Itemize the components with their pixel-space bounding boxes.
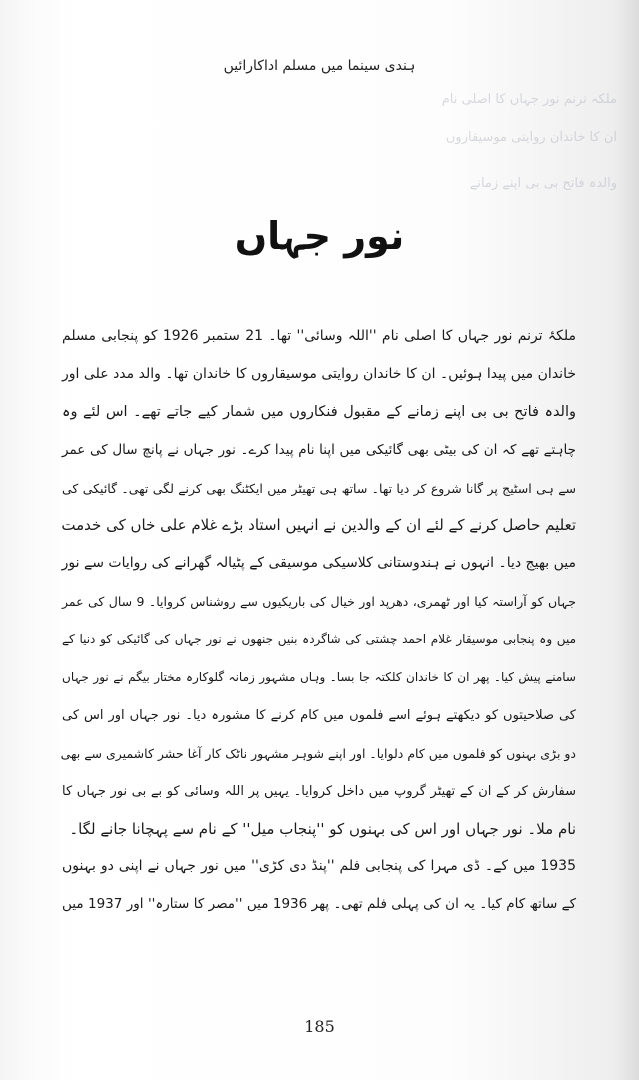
body-line: میں وہ پنجابی موسیقار غلام احمد چشتی کی شاگردہ بنیں جنھوں نے نور جہاں کی گائیکی کو دنیا کے xyxy=(62,632,576,647)
body-line: 1935 میں کے۔ ڈی مہرا کی پنجابی فلم ''پنڈ دی کڑی'' میں نور جہاں نے اپنی دو بہنوں xyxy=(62,858,576,875)
body-line: نام ملا۔ نور جہاں اور اس کی بہنوں کو ''پنجاب میل'' کے نام سے پہچانا جانے لگا۔ xyxy=(69,819,576,838)
page-number: 185 xyxy=(304,1017,335,1036)
body-line: سے ہی اسٹیج پر گانا شروع کر دیا تھا۔ ساتھ ہی تھیٹر میں ایکٹنگ بھی کرنے لگی تھی۔ گائیکی کی xyxy=(62,480,576,496)
body-line: سفارش کر کے ان کے تھیٹر گروپ میں داخل کروایا۔ یہیں پر اللہ وسائی کو بے بی نور جہاں کا xyxy=(62,783,576,799)
body-text xyxy=(62,318,576,924)
chapter-title: نور جہاں xyxy=(234,214,405,258)
body-line: والدہ فاتح بی بی اپنے زمانے کے مقبول فنکاروں میں شمار کیے جاتے تھے۔ اس لئے وہ xyxy=(62,403,576,420)
bleed-through-text: ملکہ ترنم نور جہاں کا اصلی نام xyxy=(441,92,617,107)
body-line: میں بھیج دیا۔ انہوں نے ہندوستانی کلاسیکی موسیقی کے پٹیالہ گھرانے کی روایات سے نور xyxy=(61,555,576,572)
body-line: سامنے پیش کیا۔ پھر ان کا خاندان کلکتہ جا بسا۔ وہاں مشہور زمانہ گلوکارہ مختار بیگم نے نور جہاں xyxy=(62,670,576,685)
body-line: جہاں کو آراستہ کیا اور ٹھمری، دھرپد اور خیال کی باریکیوں سے روشناس کروایا۔ 9 سال کی عمر xyxy=(62,594,576,610)
bleed-through-text: والدہ فاتح بی بی اپنے زمانے xyxy=(469,176,617,191)
body-line: دو بڑی بہنوں کو فلموں میں کام دلوایا۔ اور اپنے شوہر مشہور ناٹک کار آغا حشر کاشمیری سے بھی xyxy=(60,745,576,761)
running-header: ہندی سینما میں مسلم اداکارائیں xyxy=(223,58,416,74)
body-line: تعلیم حاصل کرنے کے لئے ان کے والدین نے انہیں استاد بڑے غلام علی خاں کی خدمت xyxy=(61,516,576,535)
body-line: چاہتے تھے کہ ان کی بیٹی بھی گائیکی میں اپنا نام پیدا کرے۔ نور جہاں نے پانچ سال کی عمر xyxy=(62,441,576,458)
body-line: کی صلاحیتوں کو دیکھتے ہوئے اسے فلموں میں کام کرنے کا مشورہ دیا۔ نور جہاں اور اس کی xyxy=(62,707,576,723)
body-line: کے ساتھ کام کیا۔ یہ ان کی پہلی فلم تھی۔ پھر 1936 میں ''مصر کا ستارہ'' اور 1937 میں xyxy=(62,896,577,913)
body-line: ملکۂ ترنم نور جہاں کا اصلی نام ''اللہ وسائی'' تھا۔ 21 ستمبر 1926 کو پنجابی مسلم xyxy=(62,328,576,344)
body-line: خاندان میں پیدا ہوئیں۔ ان کا خاندان روایتی موسیقاروں کا خاندان تھا۔ والد مدد علی اور xyxy=(62,365,576,382)
bleed-through-text: ان کا خاندان روایتی موسیقاروں xyxy=(445,130,617,145)
